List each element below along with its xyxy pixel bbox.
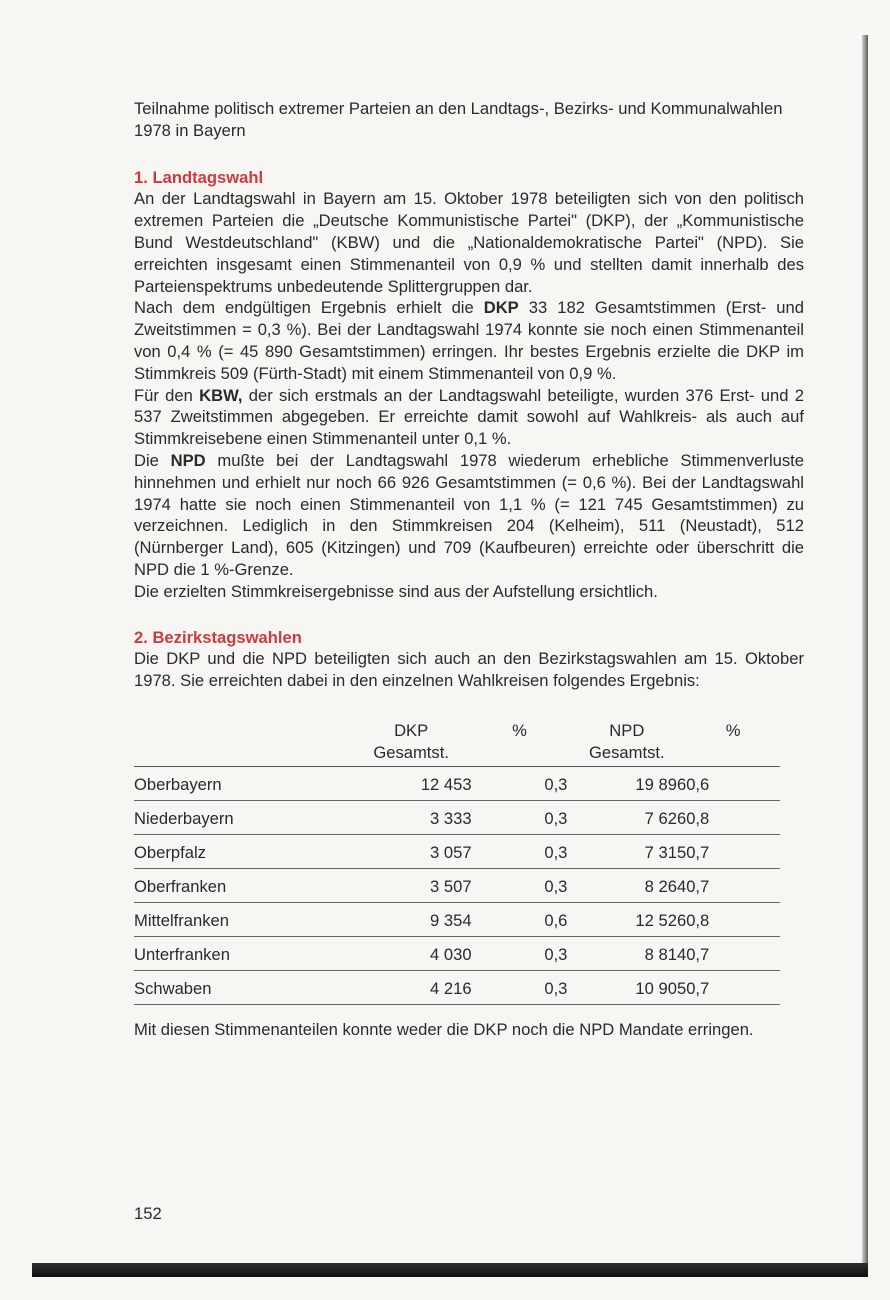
results-table xyxy=(134,720,780,1005)
cell-npd: 19 896 xyxy=(567,766,686,800)
cell-npd-pct: 0,8 xyxy=(686,800,780,834)
cell-dkp: 3 507 xyxy=(351,868,472,902)
party-name: DKP xyxy=(483,298,519,318)
cell-npd-pct: 0,7 xyxy=(686,936,780,970)
cell-dkp-pct: 0,3 xyxy=(472,800,568,834)
paragraph-kbw xyxy=(134,385,804,450)
cell-npd-pct: 0,7 xyxy=(686,970,780,1004)
cell-dkp: 9 354 xyxy=(351,902,472,936)
text: der sich erstmals an der Landtagswahl beteiligte, wurden 376 Erst- und 2 537 Zweitstimmen abgegeben. Er erreichte damit sowohl auf Wahlkreis- als auch auf Stimmkreisebene einen Stimmenanteil unter 0,1 %. xyxy=(134,385,804,449)
cell-region: Oberbayern xyxy=(134,766,351,800)
cell-region: Mittelfranken xyxy=(134,902,351,936)
party-name: NPD xyxy=(170,450,206,470)
cell-dkp-pct: 0,6 xyxy=(472,902,568,936)
cell-region: Oberfranken xyxy=(134,868,351,902)
cell-dkp-pct: 0,3 xyxy=(472,834,568,868)
cell-dkp-pct: 0,3 xyxy=(472,936,568,970)
cell-npd-pct: 0,8 xyxy=(686,902,780,936)
header-region xyxy=(134,720,351,767)
cell-dkp-pct: 0,3 xyxy=(472,766,568,800)
cell-npd: 7 626 xyxy=(567,800,686,834)
cell-npd: 12 526 xyxy=(567,902,686,936)
table-row xyxy=(134,936,780,970)
page-content xyxy=(134,98,804,1041)
table-row xyxy=(134,902,780,936)
paragraph: An der Landtagswahl in Bayern am 15. Oktober 1978 beteiligten sich von den politisch extremen Parteien die „Deutsche Kommunistische Partei" (DKP), der „Kommunistische Bund Westdeutschland" (KBW) und die „Nationaldemokratische Partei" (NPD). Sie erreichten insgesamt einen Stimmenanteil von 0,9 % und stellten damit innerhalb des Parteienspektrums unbedeutende Splittergruppen dar. xyxy=(134,189,804,296)
closing-paragraph: Mit diesen Stimmenanteilen konnte weder die DKP noch die NPD Mandate erringen. xyxy=(134,1019,754,1039)
table-header-row xyxy=(134,720,780,767)
party-name: KBW, xyxy=(199,385,243,405)
paragraph-dkp xyxy=(134,297,804,384)
cell-npd-pct: 0,7 xyxy=(686,868,780,902)
header-dkp: DKP Gesamtst. xyxy=(373,720,449,762)
cell-npd-pct: 0,6 xyxy=(686,766,780,800)
table-row xyxy=(134,834,780,868)
cell-region: Unterfranken xyxy=(134,936,351,970)
text: Die xyxy=(134,450,171,470)
cell-npd: 7 315 xyxy=(567,834,686,868)
cell-dkp: 3 057 xyxy=(351,834,472,868)
table-row xyxy=(134,766,780,800)
cell-region: Oberpfalz xyxy=(134,834,351,868)
section-heading-bezirkstagswahlen: 2. Bezirkstagswahlen xyxy=(134,627,302,647)
text: Nach dem endgültigen Ergebnis erhielt die xyxy=(134,298,484,318)
cell-npd: 10 905 xyxy=(567,970,686,1004)
header-npd-pct: % xyxy=(725,720,741,740)
cell-npd: 8 264 xyxy=(567,868,686,902)
text: 33 182 Gesamtstimmen (Erst- und Zweitstimmen = 0,3 %). Bei der Landtagswahl 1974 konnte sie noch einen Stimmenanteil von 0,4 % (= 45 890 Gesamtstimmen) erringen. Ihr bestes Ergebnis erzielte die DKP im Stimmkreis 509 (Fürth-Stadt) mit einem Stimmenanteil von 0,9 %. xyxy=(134,298,804,383)
cell-region: Niederbayern xyxy=(134,800,351,834)
cell-region: Schwaben xyxy=(134,970,351,1004)
scan-bottom-bar xyxy=(32,1263,868,1277)
paragraph: Die DKP und die NPD beteiligten sich auch an den Bezirkstagswahlen am 15. Oktober 1978. Sie erreichten dabei in den einzelnen Wahlkreisen folgendes Ergebnis: xyxy=(134,649,804,691)
page-number: 152 xyxy=(134,1204,162,1223)
cell-npd-pct: 0,7 xyxy=(686,834,780,868)
header-dkp-pct: % xyxy=(512,720,527,740)
header-npd: NPD Gesamtst. xyxy=(588,720,665,762)
cell-npd: 8 814 xyxy=(567,936,686,970)
table-row xyxy=(134,970,780,1004)
table-row xyxy=(134,800,780,834)
text: Für den xyxy=(134,385,200,405)
section-heading-landtagswahl: 1. Landtagswahl xyxy=(134,167,264,187)
cell-dkp: 12 453 xyxy=(351,766,472,800)
cell-dkp: 4 030 xyxy=(351,936,472,970)
page-edge-shadow xyxy=(862,35,868,1275)
paragraph-npd xyxy=(134,450,804,581)
cell-dkp-pct: 0,3 xyxy=(472,868,568,902)
cell-dkp-pct: 0,3 xyxy=(472,970,568,1004)
text: mußte bei der Landtagswahl 1978 wiederum erhebliche Stimmenverluste hinnehmen und erhielt nur noch 66 926 Gesamtstimmen (= 0,6 %). Bei der Landtagswahl 1974 hatte sie noch einen Stimmenanteil von 1,1 % (= 121 745 Gesamtstimmen) zu verzeichnen. Lediglich in den Stimmkreisen 204 (Kelheim), 511 (Neustadt), 512 (Nürnberger Land), 605 (Kitzingen) und 709 (Kaufbeuren) erreichte oder überschritt die NPD die 1 %-Grenze. xyxy=(134,450,804,579)
cell-dkp: 4 216 xyxy=(351,970,472,1004)
page-title: Teilnahme politisch extremer Parteien an den Landtags-, Bezirks- und Kommunalwahlen 1978 in Bayern xyxy=(134,99,783,140)
cell-dkp: 3 333 xyxy=(351,800,472,834)
paragraph: Die erzielten Stimmkreisergebnisse sind aus der Aufstellung ersichtlich. xyxy=(134,581,658,601)
table-row xyxy=(134,868,780,902)
